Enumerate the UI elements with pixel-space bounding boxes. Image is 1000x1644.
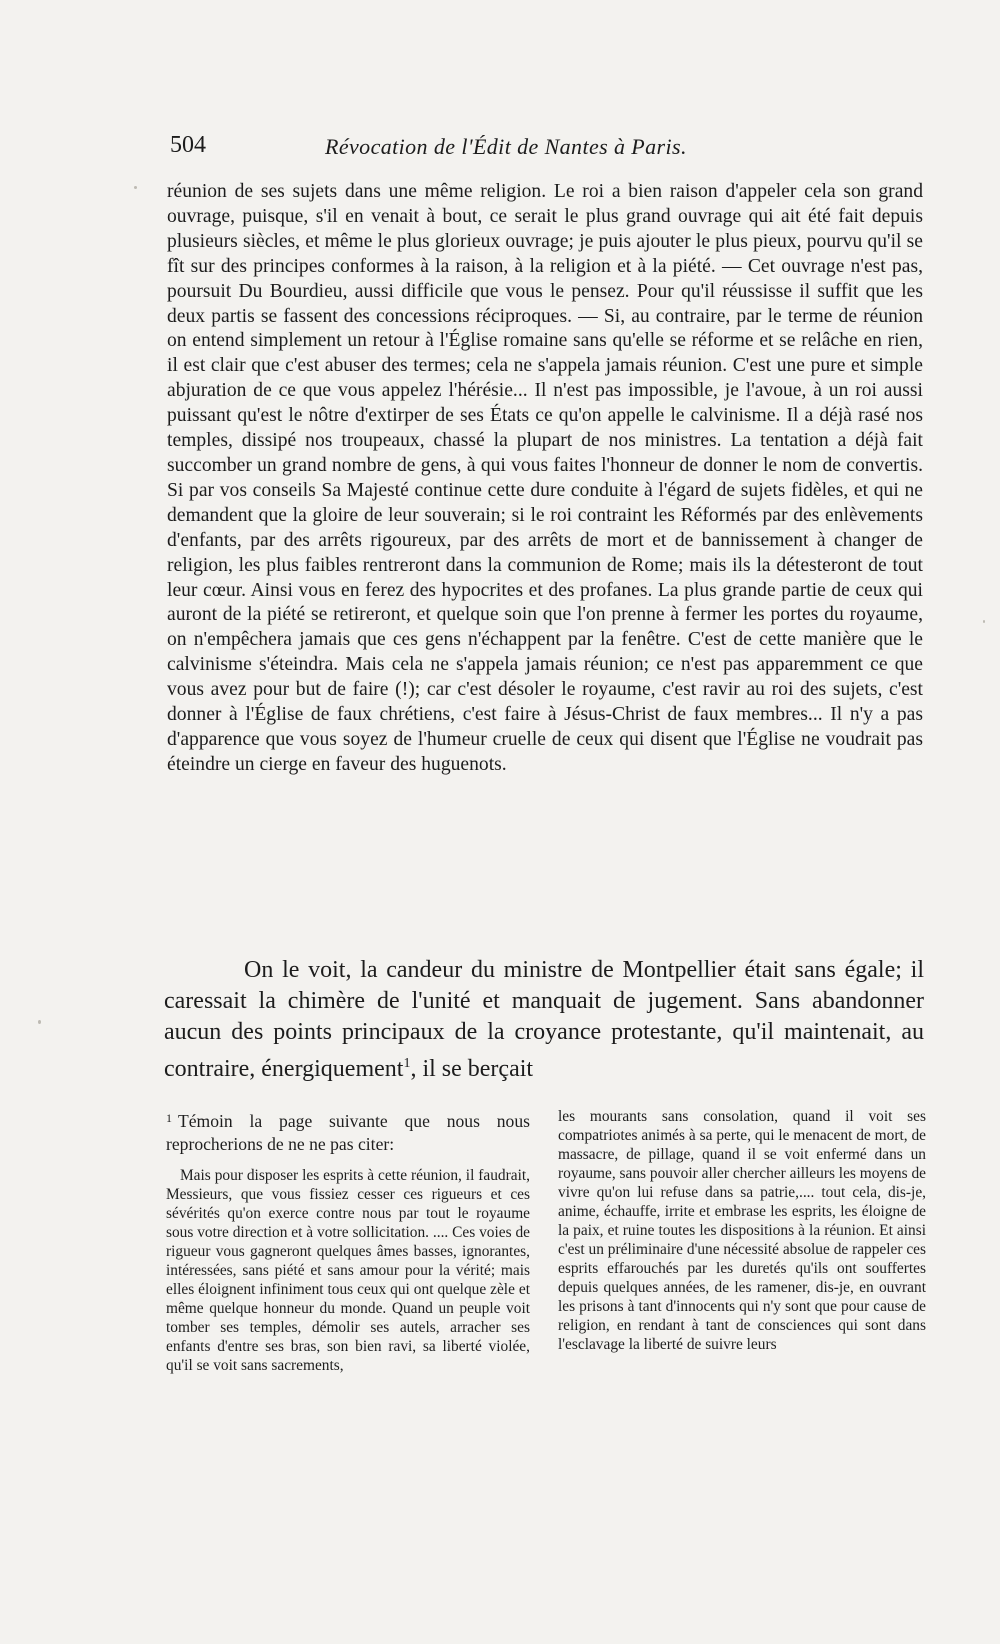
footnote-intro-text: Témoin la page suivante que nous nous reprocherions de ne ne pas citer: [166,1111,530,1154]
footnote-reference: 1 [403,1056,411,1071]
page-header [170,132,778,168]
page-number: 504 [170,132,206,158]
footnote-quote-right: les mourants sans consolation, quand il voit ses compatriotes animés à sa perte, qui le menacent de mort, de massacre, de pillage, quand il se voit enfermé dans un royaume, sans pouvoir aller chercher ailleurs les moyens de vivre qu'on lui refuse dans sa patrie,.... tout cela, dis-je, anime, échauffe, irrite et embrase les esprits, les éloigne de la paix, et ruine toutes les dispositions à la réunion. Et ainsi c'est un préliminaire d'une nécessité absolue de rappeler ces esprits effarouchés par les duretés qu'ils ont souffertes depuis quelques années, de les ramener, dis-je, en ouvrant les prisons à tant d'innocents qui n'y sont que pour cause de religion, en rendant à tant de consciences qui sont dans l'esclavage la liberté de suivre leurs [558,1108,926,1353]
paper-speck [983,620,985,623]
footnote-area [166,1107,926,1447]
paper-speck [134,186,137,189]
main-paragraph [164,955,924,1085]
main-paragraph-text: On le voit, la candeur du ministre de Montpellier était sans égale; il caressait la chimère de l'unité et manquait de jugement. Sans abandonner aucun des points principaux de la croyance protestante, qu'il maintenait, au contraire, énergiquement [164,957,924,1082]
main-text [164,955,924,1085]
paper-speck [38,1020,41,1024]
quoted-passage [167,180,923,778]
footnote-intro [166,1107,530,1156]
main-paragraph-continuation: , il se berçait [410,1056,534,1082]
quoted-passage-text: réunion de ses sujets dans une même religion. Le roi a bien raison d'appeler cela son grand ouvrage, puisque, s'il en venait à bout, ce serait le plus grand ouvrage qui ait été fait depuis plusieurs siècles, et même le plus glorieux ouvrage; je puis ajouter le plus pieux, pourvu qu'il se fît sur des principes conformes à la raison, à la religion et à la piété. — Cet ouvrage n'est pas, poursuit Du Bourdieu, aussi difficile que vous le pensez. Pour qu'il réussisse il suffit que les deux partis se fassent des concessions réciproques. — Si, au contraire, par le terme de réunion on entend simplement un retour à l'Église romaine sans qu'elle se réforme et se relâche en rien, il est clair que c'est abuser des termes; cela ne s'appela jamais réunion. C'est une pure et simple abjuration de ce que vous appelez l'hérésie... Il n'est pas impossible, je l'avoue, à un roi aussi puissant qu'est le nôtre d'extirper de ses États ce qu'on appelle le calvinisme. Il a déjà rasé nos temples, dissipé nos troupeaux, chassé la plupart de nos ministres. La tentation a déjà fait succomber un grand nombre de gens, à qui vous faites l'honneur de donner le nom de convertis. Si par vos conseils Sa Majesté continue cette dure conduite à l'égard de sujets fidèles, et qui ne demandent que la gloire de leur souverain; si le roi contraint les Réformés par des enlèvements d'enfants, par des arrêts rigoureux, par des arrêts de mort et de bannissement à changer de religion, les plus faibles rentreront dans la communion de Rome; mais ils la détesteront de tout leur cœur. Ainsi vous en ferez des hypocrites et des profanes. La plus grande partie de ceux qui auront de la piété se retireront, et quelque soin que l'on prenne à fermer les portes du royaume, on n'empêchera jamais que ces gens n'échappent par la fenêtre. C'est de cette manière que le calvinisme s'éteindra. Mais cela ne s'appela jamais réunion; ce n'est pas apparemment ce que vous avez pour but de faire (!); car c'est désoler le royaume, c'est ravir au roi des sujets, c'est donner à l'Église de faux chrétiens, c'est faire à Jésus-Christ de faux membres... Il n'y a pas d'apparence que vous soyez de l'humeur cruelle de ceux qui disent que l'Église ne voudrait pas éteindre un cierge en faveur des huguenots. [167,181,923,775]
running-title: Révocation de l'Édit de Nantes à Paris. [325,134,687,159]
footnote-marker: 1 [166,1111,172,1125]
footnote-column-left [166,1107,530,1375]
footnote-quote-left: Mais pour disposer les esprits à cette réunion, il faudrait, Messieurs, que vous fissiez cesser ces rigueurs et ces sévérités qu'on exerce contre nous par tout le royaume sous votre direction et à votre sollicitation. .... Ces voies de rigueur vous gagneront quelques âmes basses, ignorantes, intéressées, sans piété et sans amour pour la vérité; mais elles éloignent infiniment tous ceux qui ont quelque zèle et même quelque honneur du monde. Quand un peuple voit tomber ses temples, démolir ses autels, arracher ses enfants d'entre ses bras, son bien ravi, sa liberté violée, qu'il se voit sans sacrements, [166,1167,530,1374]
footnote-column-right [558,1107,926,1354]
